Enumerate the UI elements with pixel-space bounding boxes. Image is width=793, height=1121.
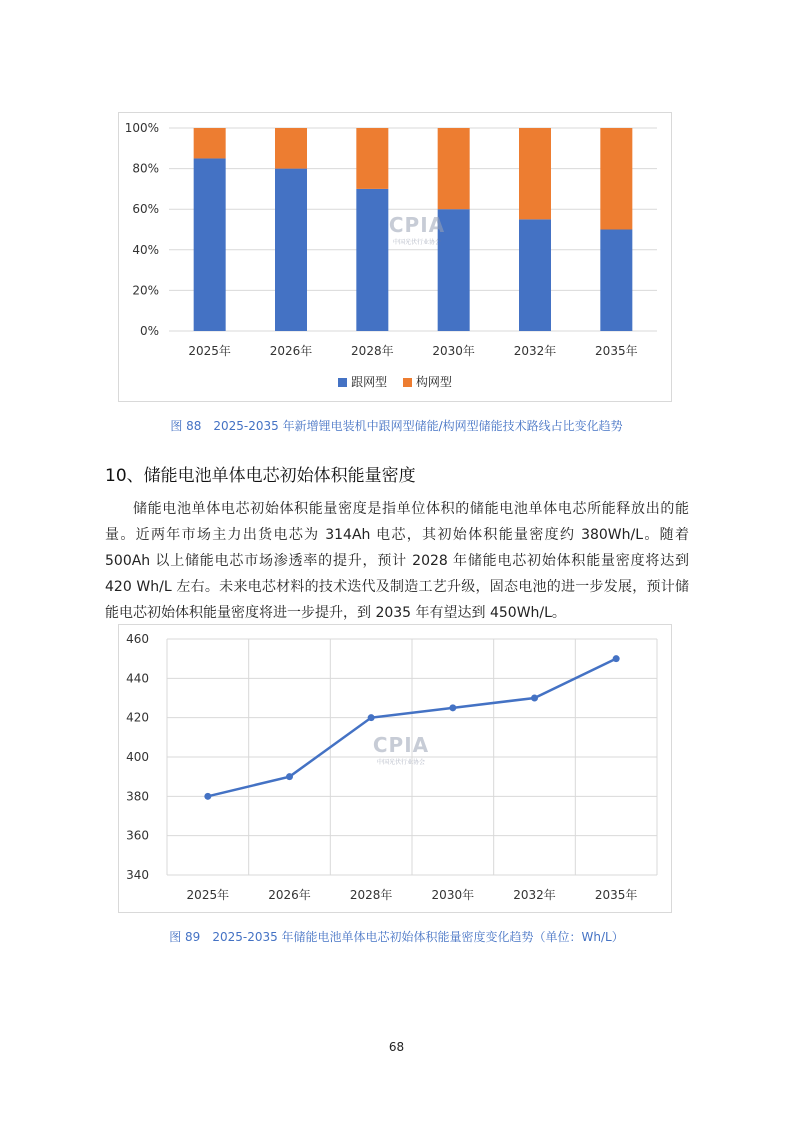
y-tick-label: 380 bbox=[126, 789, 149, 804]
y-tick-label: 40% bbox=[132, 242, 159, 257]
x-tick-label: 2028年 bbox=[349, 888, 393, 902]
data-point bbox=[613, 655, 620, 662]
bar-segment-grid-following bbox=[519, 219, 551, 331]
y-tick-label: 340 bbox=[126, 868, 149, 882]
watermark-logo-text: CPIA bbox=[388, 213, 446, 237]
stacked-bar-chart bbox=[118, 112, 672, 402]
data-point bbox=[204, 793, 211, 800]
bar-segment-grid-forming bbox=[194, 128, 226, 158]
x-tick-label: 2032年 bbox=[513, 344, 557, 358]
section-heading: 10、储能电池单体电芯初始体积能量密度 bbox=[105, 466, 416, 486]
x-tick-label: 2035年 bbox=[594, 888, 638, 902]
figure-caption: 图 88 2025-2035 年新增锂电装机中跟网型储能/构网型储能技术路线占比变化趋势 bbox=[170, 419, 623, 433]
y-tick-label: 0% bbox=[139, 324, 159, 338]
bar-segment-grid-forming bbox=[519, 128, 551, 219]
y-tick-label: 100% bbox=[124, 121, 159, 135]
x-tick-label: 2032年 bbox=[513, 888, 556, 902]
line-chart bbox=[118, 624, 672, 913]
x-tick-label: 2026年 bbox=[269, 344, 313, 358]
y-tick-label: 460 bbox=[126, 632, 149, 646]
x-tick-label: 2030年 bbox=[431, 888, 475, 902]
legend-item-grid-forming bbox=[403, 373, 452, 390]
bar-segment-grid-forming bbox=[438, 128, 470, 209]
bar-segment-grid-forming bbox=[356, 128, 388, 189]
legend-item-grid-following bbox=[338, 373, 387, 390]
x-tick-label: 2025年 bbox=[186, 888, 230, 902]
bar-segment-grid-following bbox=[600, 230, 632, 332]
data-point bbox=[286, 773, 293, 780]
x-tick-label: 2028年 bbox=[351, 344, 394, 358]
data-point bbox=[531, 695, 538, 702]
y-tick-label: 360 bbox=[126, 828, 149, 843]
bar-segment-grid-following bbox=[194, 158, 226, 331]
y-tick-label: 80% bbox=[132, 161, 159, 176]
x-tick-label: 2025年 bbox=[188, 344, 231, 358]
watermark-subtitle: 中国光伏行业协会 bbox=[392, 239, 441, 246]
x-tick-label: 2035年 bbox=[595, 344, 638, 358]
line-chart-svg bbox=[119, 625, 671, 912]
legend-swatch-grid-following bbox=[338, 378, 347, 387]
data-point bbox=[368, 714, 375, 721]
legend-swatch-grid-forming bbox=[403, 378, 412, 387]
x-tick-label: 2026年 bbox=[268, 888, 311, 902]
bar-segment-grid-following bbox=[356, 189, 388, 331]
data-point bbox=[449, 704, 456, 711]
bar-segment-grid-forming bbox=[275, 128, 307, 169]
watermark-logo-text: CPIA bbox=[372, 733, 430, 757]
page-number: 68 bbox=[388, 1040, 405, 1054]
y-tick-label: 20% bbox=[132, 283, 159, 298]
y-tick-label: 420 bbox=[126, 710, 149, 725]
figure-caption: 图 89 2025-2035 年储能电池单体电芯初始体积能量密度变化趋势（单位：Wh/L） bbox=[169, 930, 624, 944]
y-tick-label: 440 bbox=[126, 671, 149, 686]
legend-label: 构网型 bbox=[415, 375, 452, 389]
bar-segment-grid-forming bbox=[600, 128, 632, 230]
y-tick-label: 60% bbox=[132, 202, 159, 217]
x-tick-label: 2030年 bbox=[432, 344, 475, 358]
bar-segment-grid-following bbox=[438, 209, 470, 331]
bar-segment-grid-following bbox=[275, 169, 307, 331]
body-paragraph: 储能电池单体电芯初始体积能量密度是指单位体积的储能电池单体电芯所能释放出的能量。近两年市场主力出货电芯为 314Ah 电芯，其初始体积能量密度约 380Wh/L。随着 500Ah 以上储能电芯市场渗透率的提升，预计 2028 年储能电芯初始体积能量密度将达到 420 Wh/L 左右。未来电芯材料的技术迭代及制造工艺升级，固态电池的进一步发展，预计储能电芯初始体积能量密度将进一步提升，到 2035 年有望达到 450Wh/L。 bbox=[105, 501, 689, 621]
legend-label: 跟网型 bbox=[351, 375, 388, 389]
watermark-subtitle: 中国光伏行业协会 bbox=[376, 759, 425, 766]
stacked-bar-chart-svg bbox=[119, 113, 671, 401]
y-tick-label: 400 bbox=[126, 750, 149, 764]
chart-legend bbox=[119, 373, 671, 390]
